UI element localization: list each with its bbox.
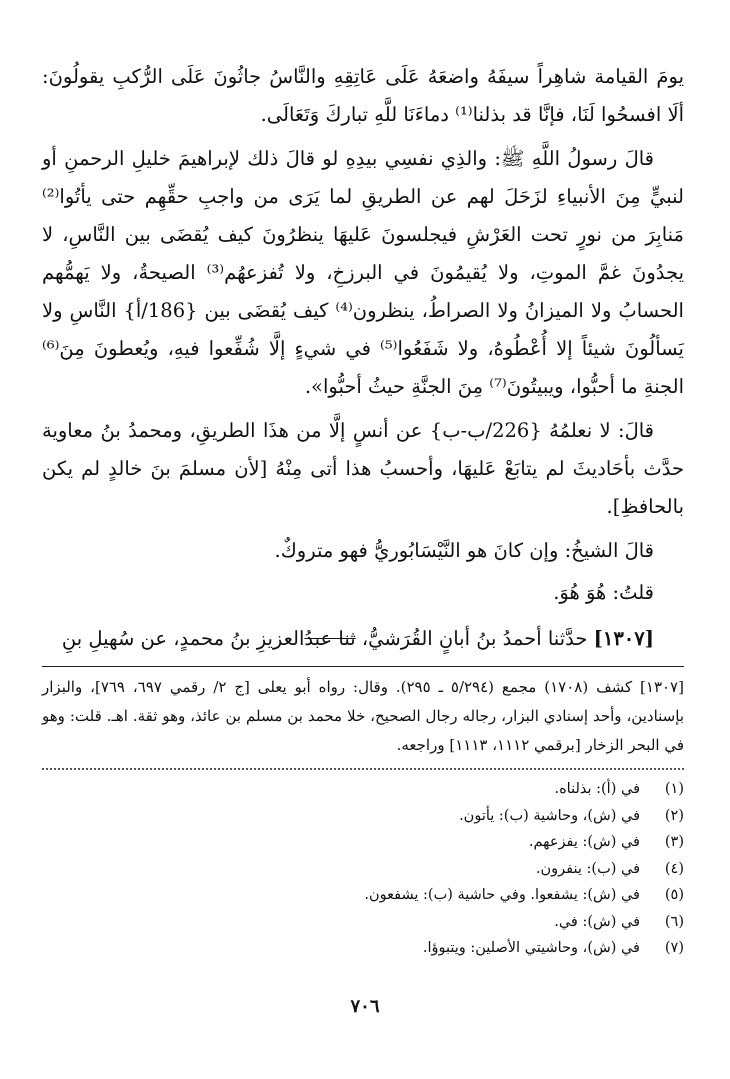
hadith-1307-header [42,620,684,658]
hadith-isnad-start: حدَّثنا أحمدُ بنُ أبانٍ القُرَشيُّ، [361,627,588,650]
takhrij-note: [١٣٠٧] كشف (١٧٠٨) مجمع (٥/٢٩٤ ـ ٢٩٥). وقال: رواه أبو يعلى [ج ٢/ رقمي ٦٩٧، ٧٦٩]، والبزار بإسنادين، وأحد إسنادي البزار، رجاله رجال الصحيح، خلا محمد بن مسلم بن عائذ، وهو ثقة. اهـ. قلت: وهو في البحر الزخار [برقمي ١١١٢، ١١١٣] وراجعه. [42,678,684,754]
footnote-3: (٣) في (ش): يفزعهم. [528,834,684,850]
footnote-6: (٦) في (ش): في. [554,913,684,930]
main-text [42,58,684,658]
paragraph-1: يومَ القيامة شاهِراً سيفَهُ واضعَهُ عَلَى عَاتِقِهِ والنَّاسُ جاثُونَ عَلَى الرُّكبِ يقولُونَ: ألَا افسحُوا لَنَا، فإنَّا قد بذلنا⁽¹⁾ دماءَنَا للَّهِ تباركَ وَتَعَالَى. [42,65,684,126]
footnote-7: (٧) في (ش)، وحاشيتي الأصلين: ويتبوؤا. [422,940,684,956]
hadith-number: [١٣٠٧] [593,627,654,650]
paragraph-5: قلتُ: هُوَ هُوَ. [553,581,654,604]
hadith-isnad-end: العزيزِ بنُ محمدٍ، عن سُهيلِ بنِ [61,627,305,650]
footnotes-list [42,776,684,962]
paragraph-3: قالَ: لا نعلمُهُ {226/ب-ب} عن أنسٍ إلَّا من هذَا الطريقِ، ومحمدُ بنُ معاوية حدَّث بأحَاديثَ لم يتابَعْ عَليهَا، وأحسبُ هذا أتى مِنْهُ [لأن مسلمَ بنَ خالدٍ لم يكن بالحافظِ]. [42,419,684,518]
footnote-5: (٥) في (ش): يشفعوا. وفي حاشية (ب): يشفعون. [364,887,684,903]
footnote-4: (٤) في (ب): ينفرون. [535,860,684,877]
footnote-2: (٢) في (ش)، وحاشية (ب): يأتون. [459,807,684,824]
struck-text: ثنا عبدُ [304,627,356,650]
page-number: ٧٠٦ [350,996,380,1017]
paragraph-2: قالَ رسولُ اللَّهِ ﷺ: والذِي نفسِي بيدِهِ لو قالَ ذلك لإبراهيمَ خليلِ الرحمنِ أو لنبيٍّ مِنَ الأنبياءِ لزَحَلَ لهم عن الطريقِ لما يَرَى من واجبِ حقِّهِم حتى يأتُوا⁽²⁾ مَنابِرَ من نورٍ تحت العَرْشِ فيجلسونَ عَليهَا ينظرُونَ كيف يُقضَى بين النَّاسِ، لا يجدُونَ غمَّ الموتِ، ولا يُقيمُونَ في البرزخِ، ولا تُفزعهُم⁽³⁾ الصيحةُ، ولا يَهمُّهم الحسابُ ولا الميزانُ ولا الصراطُ، ينظرون⁽⁴⁾ كيف يُقضَى بين {186/أ} النَّاسِ ولا يَسألُونَ شيئاً إلا أُعْطُوهُ، ولا شَفَعُوا⁽⁵⁾ في شيءٍ إلَّا شُفِّعوا فيهِ، ويُعطونَ مِنَ⁽⁶⁾ الجنةِ ما أحبُّوا، ويبيتُونَ⁽⁷⁾ مِنَ الجنَّةِ حيثُ أحبُّوا». [42,147,685,398]
dotted-separator [42,768,684,770]
footnote-1: (١) في (أ): بذلناه. [554,781,684,797]
paragraph-4: قالَ الشيخُ: وإن كانَ هو النَّيْسَابُوريُّ فهو متروكٌ. [274,539,654,562]
footnote-separator [42,666,684,667]
